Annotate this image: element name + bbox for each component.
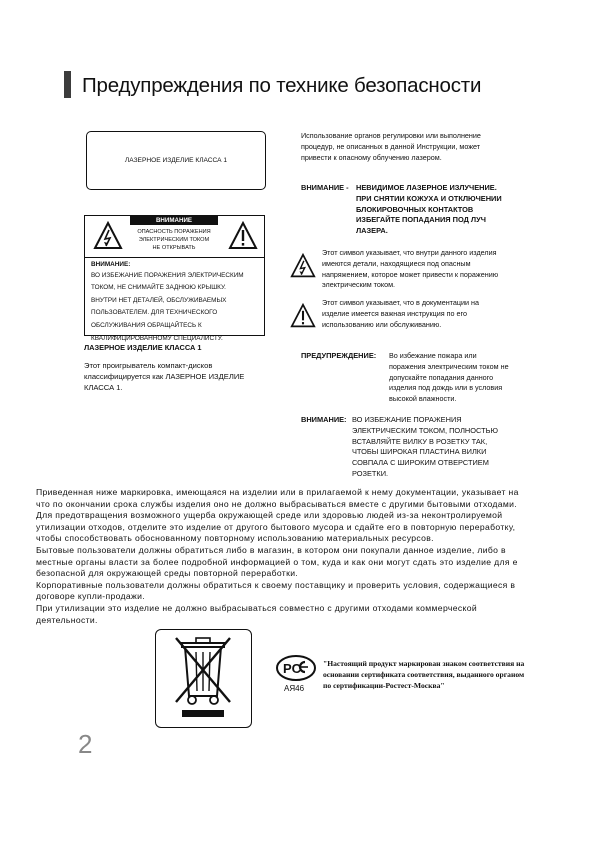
cert-code: АЯ46 [284, 684, 305, 693]
warning-label-body: ВНИМАНИЕ: ВО ИЗБЕЖАНИЕ ПОРАЖЕНИЯ ЭЛЕКТРИЧЕСКИМ ТОКОМ, НЕ СНИМАЙТЕ ЗАДНЮЮ КРЫШКУ. ВНУТРИ НЕТ ДЕТАЛЕЙ, ОБСЛУЖИВАЕМЫХ ПОЛЬЗОВАТЕЛЕМ. ДЛЯ ТЕХНИЧЕСКОГО ОБСЛУЖИВАНИЯ ОБРАЩАЙТЕСЬ К КВАЛИФИЦИРОВАННОМУ СПЕЦИАЛИСТУ. [91, 259, 261, 345]
warning-label-body-header: ВНИМАНИЕ: [91, 261, 131, 268]
page-number: 2 [78, 729, 93, 759]
voltage-symbol-text: Этот символ указывает, что внутри данного изделия имеются детали, находящиеся под опасным напряжением, которое может привести к поражению электрическим током. [322, 248, 499, 290]
exclamation-icon [228, 221, 258, 251]
laser-product-label [86, 131, 266, 190]
laser-class-heading: ЛАЗЕРНОЕ ИЗДЕЛИЕ КЛАССА 1 [84, 343, 202, 352]
pct-certification-logo [275, 652, 321, 684]
plug-warning-text: ВО ИЗБЕЖАНИЕ ПОРАЖЕНИЯ ЭЛЕКТРИЧЕСКИМ ТОКОМ, ПОЛНОСТЬЮ ВСТАВЛЯЙТЕ ВИЛКУ В РОЗЕТКУ ТАК, ЧТОБЫ ШИРОКАЯ ПЛАСТИНА ВИЛКИ СОВПАЛА С ШИРОКИМ ОТВЕРСТИЕМ РОЗЕТКИ. [352, 415, 498, 478]
fire-warning-label: ПРЕДУПРЕЖДЕНИЕ: [301, 351, 377, 360]
warning-label [84, 215, 265, 342]
warning-label-subtext: ОПАСНОСТЬ ПОРАЖЕНИЯ ЭЛЕКТРИЧЕСКИМ ТОКОМ НЕ ОТКРЫВАТЬ [137, 229, 211, 252]
high-voltage-icon [290, 253, 316, 279]
laser-class-text: Этот проигрыватель компакт-дисков классифицируется как ЛАЗЕРНОЕ ИЗДЕЛИЕ КЛАССА 1. [84, 361, 245, 392]
title-accent-bar [64, 71, 71, 98]
weee-symbol-box [155, 629, 252, 728]
disposal-paragraph: Приведенная ниже маркировка, имеющаяся на изделии или в прилагаемой к нему документации, указывает на что по окончании срока службы изделия оно не должно выбрасываться вместе с другими бытовыми отходами. Для предотвращения возможного ущерба окружающей среде или здоровью людей из-за неконтролируемой утилизации отходов, отделите это изделие от другого бытового мусора и сдайте его в повторную переработку, чтобы способствовать обоснованному повторному использованию материальных ресурсов. Бытовые пользователи должны обратиться либо в магазин, в котором они покупали данное изделие, либо в местные органы власти за более подробной информацией о том, куда и как они могут сдать это изделие для е безопасной для окружающей среды повторной переработки. Корпоративные пользователи должны обратиться к своему поставщику и проверить условия, содержащиеся в договоре купли-продажи. При утилизации это изделие не должно выбрасываться совместно с другими отходами коммерческой деятельности. [36, 487, 519, 625]
plug-warning-label: ВНИМАНИЕ: [301, 415, 347, 424]
invisible-laser-text: НЕВИДИМОЕ ЛАЗЕРНОЕ ИЗЛУЧЕНИЕ. ПРИ СНЯТИИ КОЖУХА И ОТКЛЮЧЕНИИ БЛОКИРОВОЧНЫХ КОНТАКТОВ ИЗБЕГАЙТЕ ПОПАДАНИЯ ПОД ЛУЧ ЛАЗЕРА. [356, 183, 502, 236]
svg-text:PC: PC [283, 661, 302, 676]
exclamation-icon [290, 303, 316, 329]
right-intro: Использование органов регулировки или выполнение процедур, не описанных в данной Инструкции, может привести к опасному облучению лазером. [301, 131, 481, 162]
page-title: Предупреждения по технике безопасности [82, 74, 482, 97]
invisible-laser-label: ВНИМАНИЕ - [301, 183, 349, 192]
laser-product-label-text: ЛАЗЕРНОЕ ИЗДЕЛИЕ КЛАССА 1 [124, 157, 228, 164]
certification-text: "Настоящий продукт маркирован знаком соответствия на основании сертификата соответствия, выданного органом по сертификации-Ростест-Москва" [323, 659, 525, 690]
high-voltage-icon [93, 221, 123, 251]
crossed-out-bin-icon [156, 630, 250, 726]
fire-warning-text: Во избежание пожара или поражения электрическим током не допускайте попадания данного изделия под дождь или в условия высокой влажности. [389, 351, 509, 404]
instruction-symbol-text: Этот символ указывает, что в документации на изделие имеется важная инструкция по его использованию или обслуживанию. [322, 298, 479, 329]
warning-label-top [85, 216, 264, 258]
warning-label-header: ВНИМАНИЕ [130, 216, 218, 225]
